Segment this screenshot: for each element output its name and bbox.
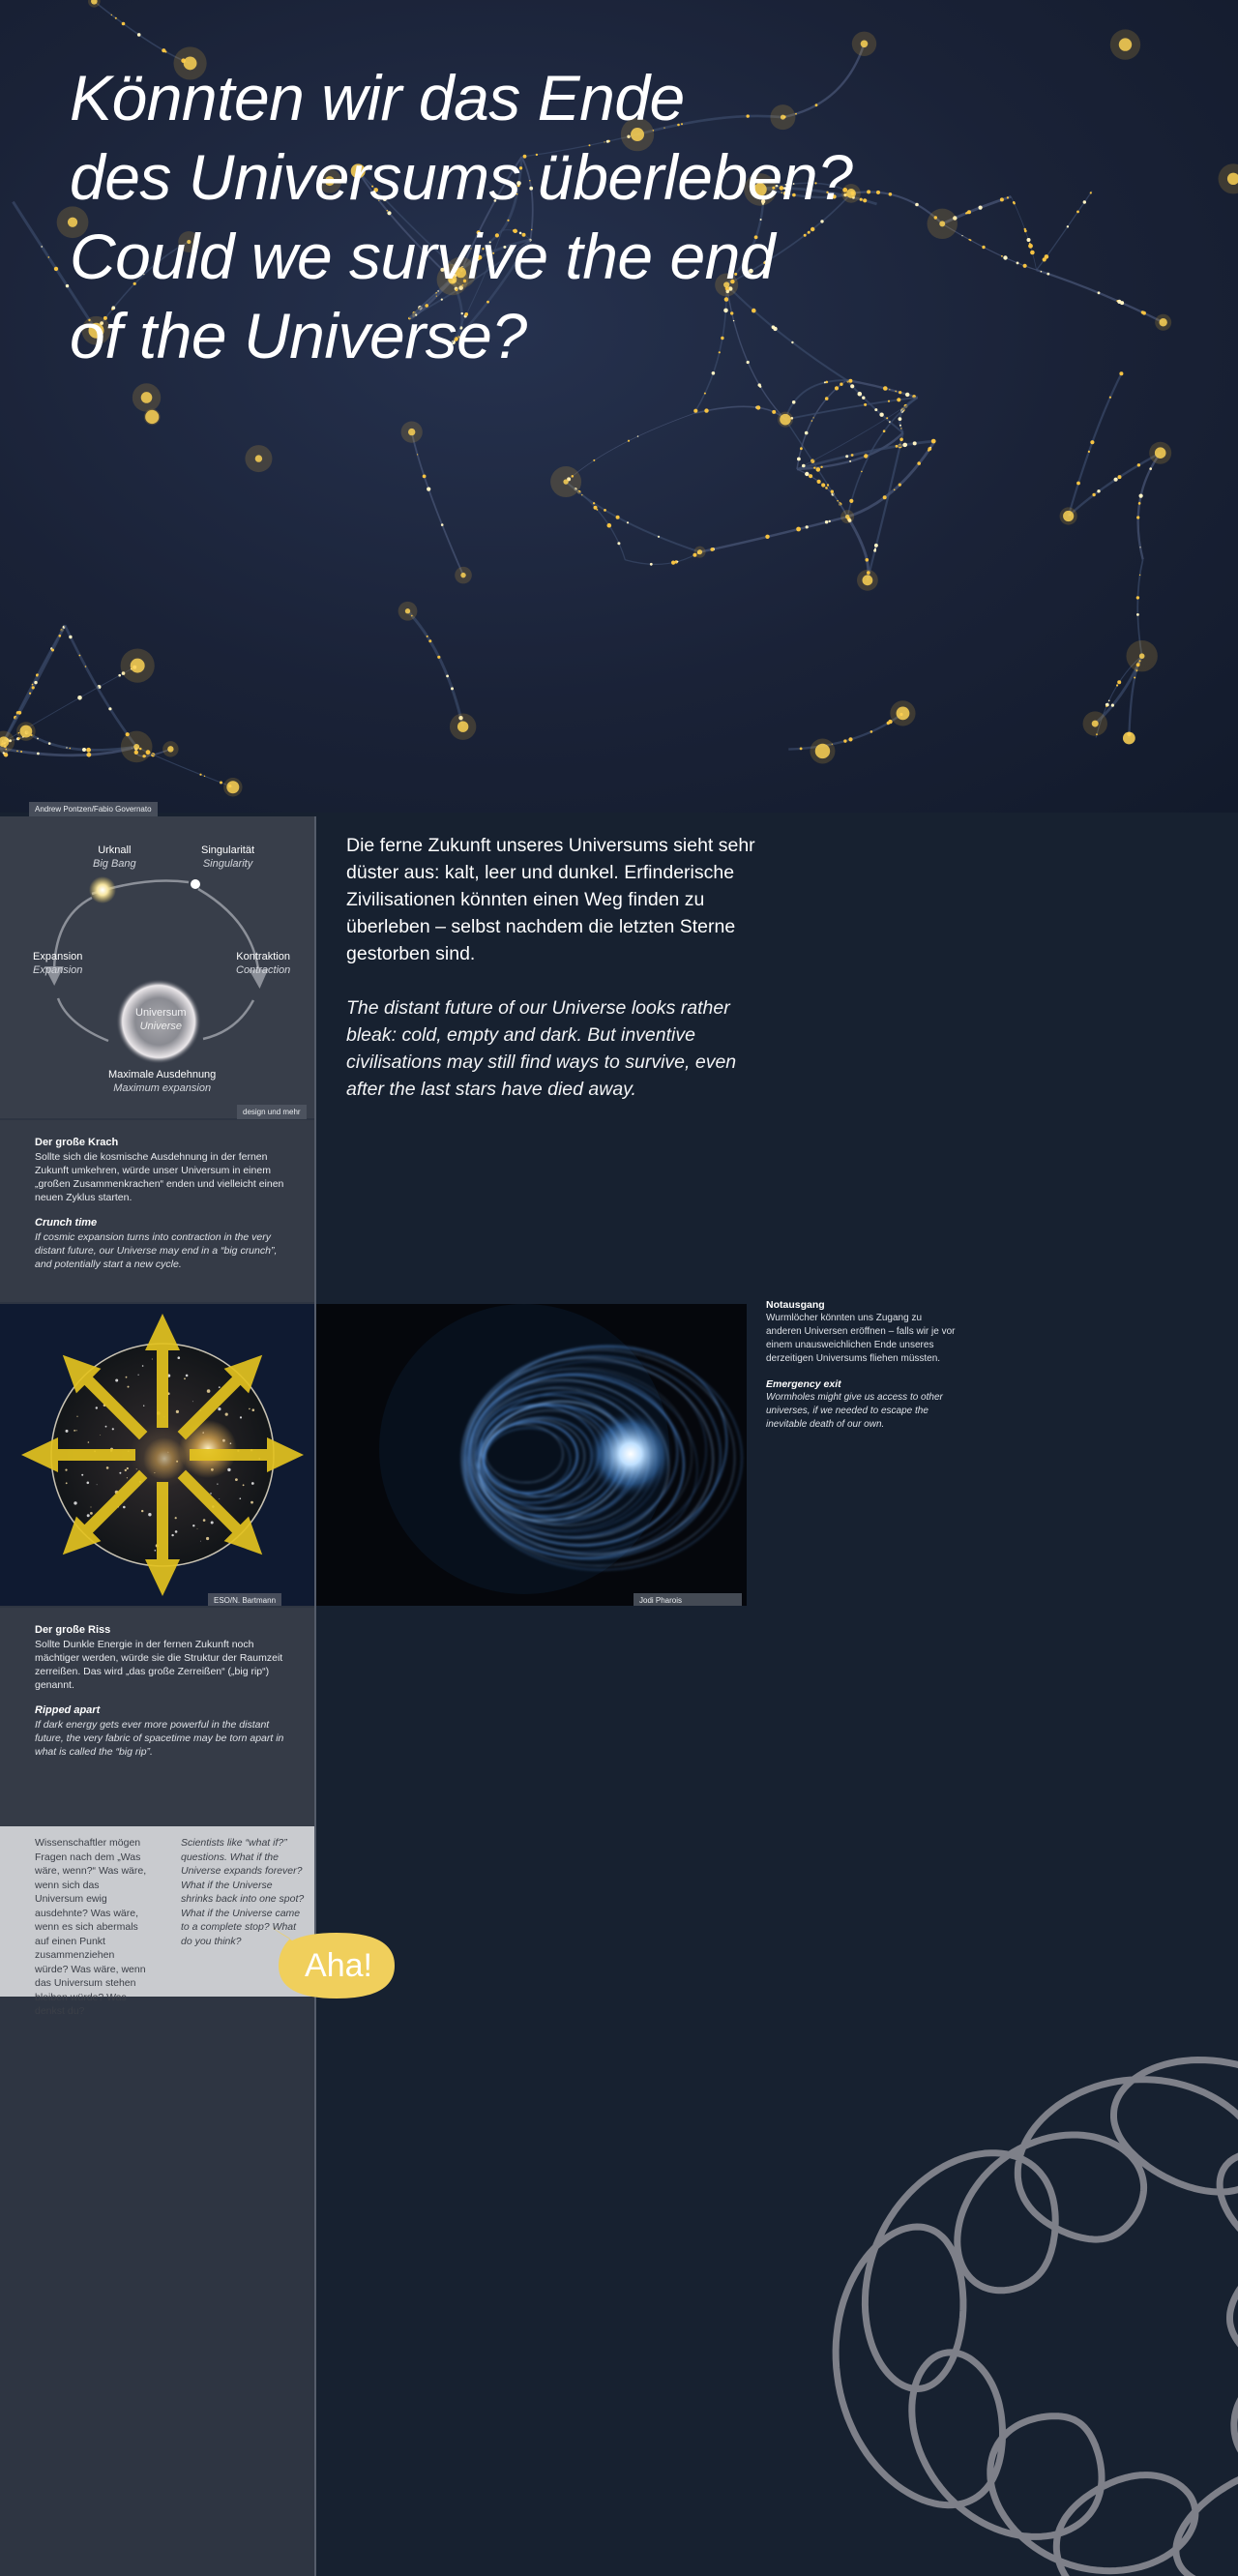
big-rip-image — [0, 1304, 314, 1606]
rip-title-de: Der große Riss — [35, 1624, 111, 1636]
crunch-text-block — [35, 1136, 286, 1271]
crunch-title-de: Der große Krach — [35, 1137, 119, 1148]
title-line-1: Könnten wir das Ende — [70, 62, 685, 133]
rip-text-en: If dark energy gets ever more powerful in the distant future, the very fabric of spacetime may be torn apart in what is called the “big rip”. — [35, 1719, 284, 1758]
page-title — [70, 58, 852, 375]
big-rip-graphic — [0, 1304, 314, 1606]
label-expansion: Expansion Expansion — [33, 951, 83, 976]
aha-speech-bubble — [269, 1925, 402, 2002]
label-contraction: Kontraktion Contraction — [236, 951, 291, 976]
question-box — [0, 1826, 314, 2017]
arrow-from-max — [203, 1000, 253, 1039]
title-line-4: of the Universe? — [70, 300, 527, 371]
crunch-text-en: If cosmic expansion turns into contraction in the very distant future, our Universe may end in a “big crunch”, and potentially start a new cycle. — [35, 1231, 278, 1270]
rip-panel — [0, 1608, 314, 1826]
hero-credit: Andrew Pontzen/Fabio Governato — [29, 802, 158, 816]
aha-text: Aha! — [305, 1947, 372, 1984]
label-maximum-expansion: Maximale Ausdehnung Maximum expansion — [108, 1069, 217, 1094]
arrow-from-universe — [58, 998, 108, 1041]
question-text-de: Wissenschaftler mögen Fragen nach dem „Was wäre, wenn?“ Was wäre, wenn sich das Universum ewig ausdehnte? Was wäre, wenn es sich abermals auf einen Punkt zusammenziehen würde? Was wäre, wenn das Universum stehen bleiben würde? Was denkst du? — [35, 1837, 147, 2017]
wormhole-text-en: Wormholes might give us access to other universes, if we needed to escape the inevitable death of our own. — [766, 1392, 943, 1430]
wormhole-mouth — [587, 1410, 674, 1497]
title-line-3: Could we survive the end — [70, 221, 776, 292]
wormhole-graphic — [316, 1304, 747, 1606]
rip-text-block — [35, 1623, 286, 1759]
hero-banner — [0, 0, 1238, 813]
rip-text-de: Sollte Dunkle Energie in der fernen Zukunft noch mächtiger werden, würde sie die Struktur der Raumzeit zerreißen. Das wird „das große Zerreißen“ („big rip“) genannt. — [35, 1639, 283, 1691]
intro-text — [346, 832, 762, 1103]
column-divider — [314, 816, 316, 2576]
wormhole-title-en: Emergency exit — [766, 1378, 841, 1390]
label-universe: Universum Universe — [135, 1007, 187, 1032]
big-rip-credit: ESO/N. Bartmann — [208, 1593, 281, 1606]
crunch-title-en: Crunch time — [35, 1217, 98, 1229]
label-singularity: Singularität Singularity — [201, 844, 255, 870]
wormhole-credit: Jodi Pharois — [634, 1593, 742, 1606]
wormhole-text-de: Wurmlöcher könnten uns Zugang zu anderen Universen eröffnen – falls wir je vor einem unausweichlichen Ende unseres derzeitigen Universums fliehen müssten. — [766, 1313, 956, 1364]
question-text-en: Scientists like “what if?” questions. What if the Universe expands forever? What if the Universe shrinks back into one spot? What if the Universe came to a complete stop? What do you think? — [181, 1837, 305, 1947]
wormhole-image — [316, 1304, 747, 1606]
intro-text-en: The distant future of our Universe looks rather bleak: cold, empty and dark. But inventive civilisations may still find ways to survive, even after the last stars have died away. — [346, 997, 737, 1100]
crunch-text-de: Sollte sich die kosmische Ausdehnung in der fernen Zukunft umkehren, würde unser Universum in einem „großen Zusammenkrachen“ enden und vielleicht einen neuen Zyklus starten. — [35, 1151, 284, 1203]
wormhole-caption — [766, 1298, 959, 1432]
diagram-credit: design und mehr — [237, 1105, 307, 1119]
title-line-2: des Universums überleben? — [70, 141, 853, 213]
big-bang-glow — [89, 876, 116, 903]
singularity-dot — [191, 879, 200, 889]
crunch-panel — [0, 1120, 314, 1302]
wormhole-title-de: Notausgang — [766, 1299, 825, 1311]
label-big-bang: Urknall Big Bang — [93, 844, 136, 870]
spirograph-decoration — [735, 1877, 1238, 2576]
intro-text-de: Die ferne Zukunft unseres Universums sieht sehr düster aus: kalt, leer und dunkel. Erfinderische Zivilisationen könnten einen Weg finden zu überleben – selbst nachdem die letzten Sterne gestorben sind. — [346, 835, 755, 964]
galaxy-glow-2 — [143, 1437, 186, 1480]
rip-title-en: Ripped apart — [35, 1704, 101, 1716]
cycle-diagram — [0, 816, 314, 1118]
